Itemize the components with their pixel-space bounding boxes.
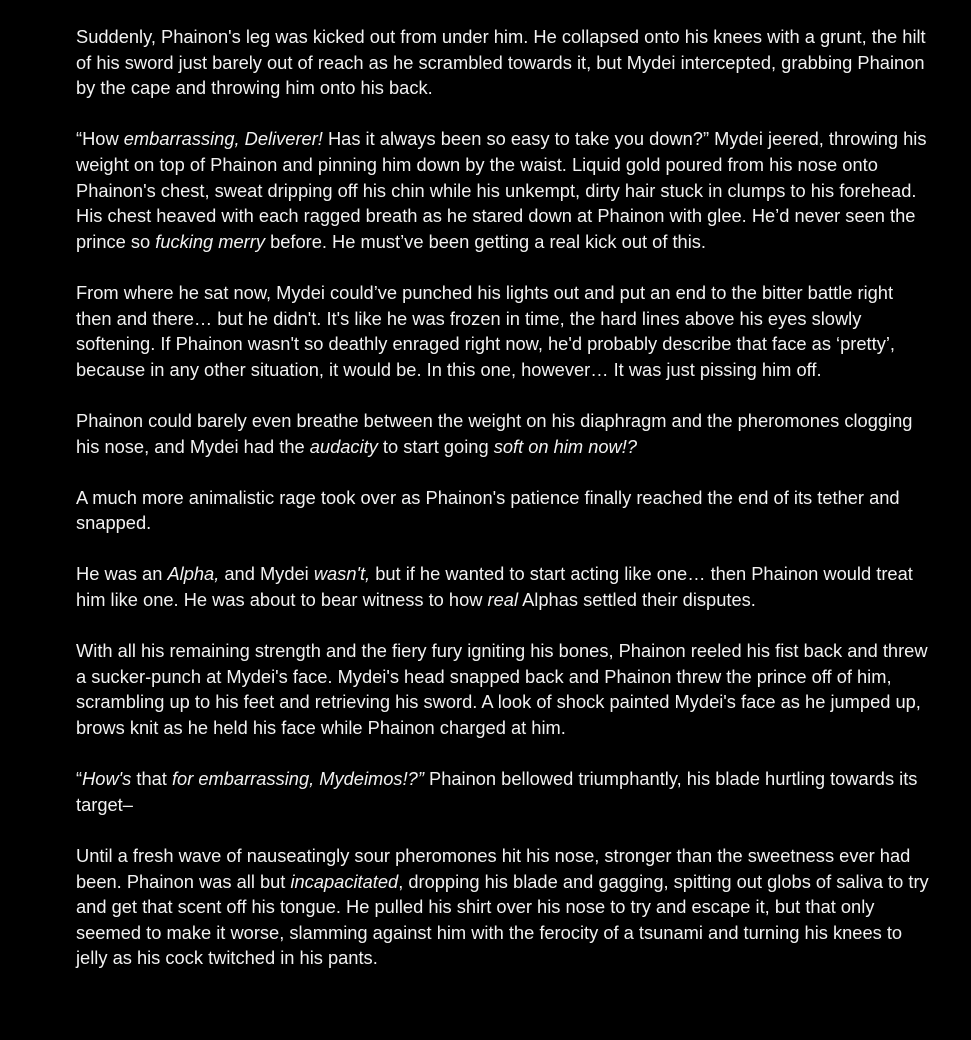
italic-text-run: soft on him now!? xyxy=(493,435,637,457)
text-run: From where he sat now, Mydei could’ve punched his lights out and put an end to the bitter battle right then and there… but he didn't. It's like he was frozen in time, the hard lines above his eyes slowly softening. If Phainon wasn't so deathly enraged right now, he'd probably describe that face as ‘pretty’, because in any other situation, it would be. In this one, however… It was just pissing him off. xyxy=(76,281,895,380)
text-run: “How xyxy=(76,128,124,150)
text-run: Suddenly, Phainon's leg was kicked out from under him. He collapsed onto his knees with a grunt, the hilt of his sword just barely out of reach as he scrambled towards it, but Mydei intercepted, grabbing Phainon by the cape and throwing him onto his back. xyxy=(76,26,926,99)
italic-text-run: real xyxy=(487,589,519,611)
story-paragraph xyxy=(76,24,931,101)
text-run: Has it always been so easy to take you down?” Mydei jeered, throwing his weight on top of Phainon and pinning him down by the waist. Liquid gold poured from his nose onto Phainon's chest, sweat dripping off his chin while his unkempt, dirty hair stuck in clumps to his forehead. His chest heaved with each ragged breath as he stared down at Phainon with glee. He’d never seen the prince so xyxy=(76,128,927,252)
italic-text-run: audacity xyxy=(309,435,378,457)
story-paragraph xyxy=(76,126,931,254)
text-run: before. He must’ve been getting a real kick out of this. xyxy=(264,230,707,252)
text-run: He was an xyxy=(76,563,168,585)
italic-text-run: for embarrassing, Mydeimos!?” xyxy=(171,768,424,790)
italic-text-run: fucking merry xyxy=(155,230,265,252)
story-paragraph xyxy=(76,638,931,740)
text-run: “ xyxy=(76,768,83,790)
story-paragraph xyxy=(76,561,931,612)
text-run: Alphas settled their disputes. xyxy=(518,589,756,611)
text-run: but if he wanted to start acting like one… then Phainon would treat him like one. He was about to bear witness to how xyxy=(76,563,913,611)
italic-text-run: incapacitated xyxy=(290,870,399,892)
story-text xyxy=(76,24,931,971)
text-run: Until a fresh wave of nauseatingly sour pheromones hit his nose, stronger than the sweetness ever had been. Phainon was all but xyxy=(76,845,911,892)
text-run: and Mydei xyxy=(219,563,314,585)
italic-text-run: embarrassing, Deliverer! xyxy=(123,128,323,150)
text-run: to start going xyxy=(377,435,494,457)
story-paragraph xyxy=(76,280,931,382)
story-paragraph xyxy=(76,766,931,817)
text-run: Phainon bellowed triumphantly, his blade hurtling towards its target– xyxy=(76,768,918,815)
text-run: With all his remaining strength and the fiery fury igniting his bones, Phainon reeled his fist back and threw a sucker-punch at Mydei's face. Mydei's head snapped back and Phainon threw the prince off of him, scrambling up to his feet and retrieving his sword. A look of shock painted Mydei's face as he jumped up, brows knit as he held his face while Phainon charged at him. xyxy=(76,640,928,739)
italic-text-run: Alpha, xyxy=(167,563,220,585)
story-paragraph xyxy=(76,485,931,536)
story-paragraph xyxy=(76,843,931,971)
text-run: Phainon could barely even breathe between the weight on his diaphragm and the pheromones clogging his nose, and Mydei had the xyxy=(76,409,913,457)
story-paragraph xyxy=(76,408,931,459)
italic-text-run: How's xyxy=(82,768,132,790)
italic-text-run: wasn't, xyxy=(313,563,371,585)
text-run: A much more animalistic rage took over as Phainon's patience finally reached the end of its tether and snapped. xyxy=(76,486,900,534)
text-run: that xyxy=(131,768,172,790)
text-run: , dropping his blade and gagging, spitting out globs of saliva to try and get that scent off his tongue. He pulled his shirt over his nose to try and escape it, but that only seemed to make it worse, slamming against him with the ferocity of a tsunami and turning his knees to jelly as his cock twitched in his pants. xyxy=(76,870,929,969)
